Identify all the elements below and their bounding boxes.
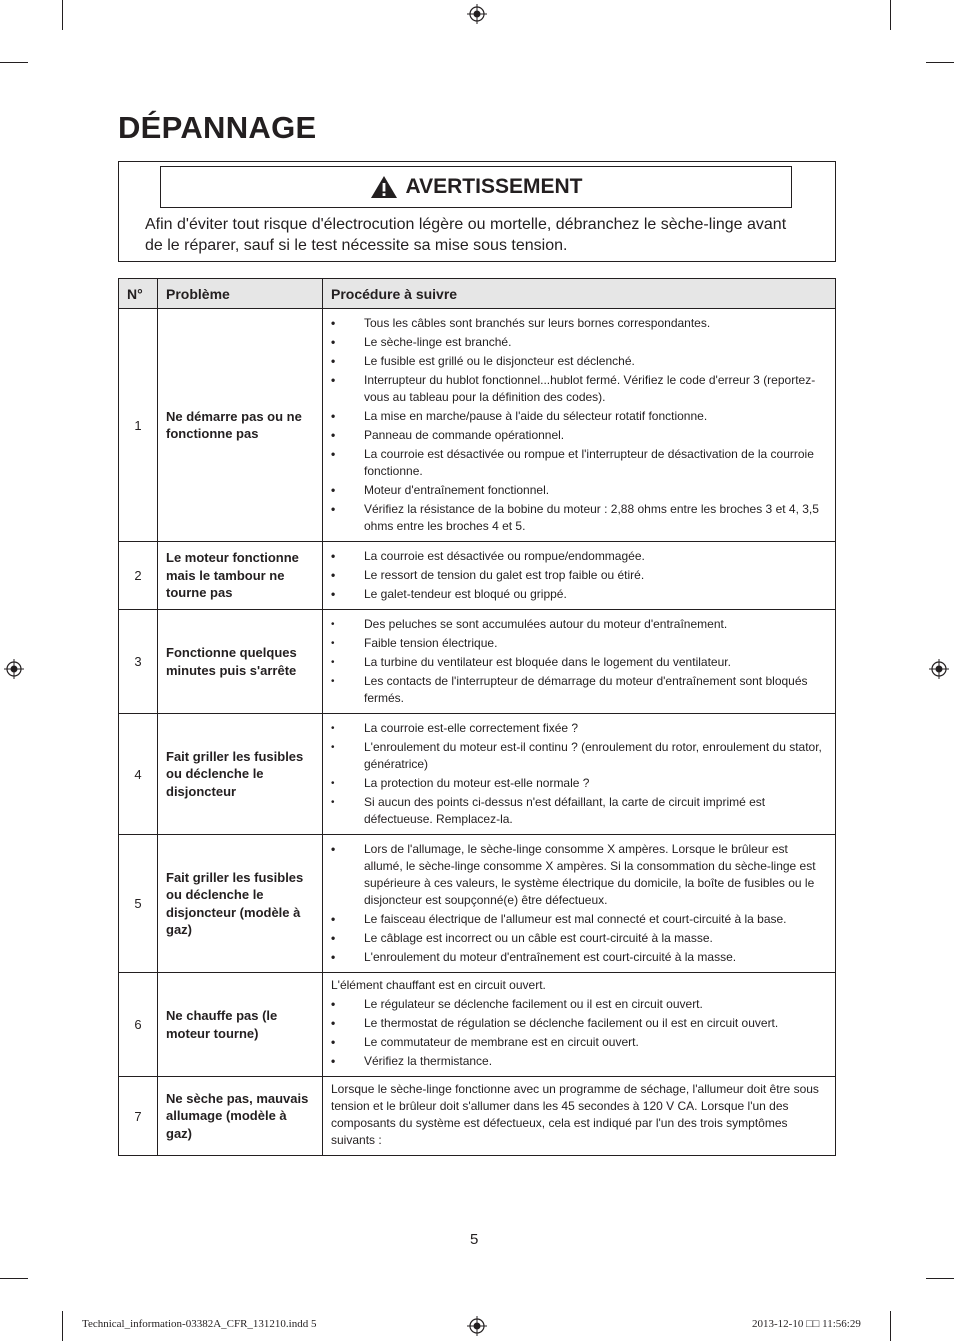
list-item — [331, 315, 829, 332]
page-number: 5 — [470, 1231, 479, 1248]
list-item-text: L'enroulement du moteur d'entraînement est court-circuité à la masse. — [364, 950, 737, 964]
row-problem: Fonctionne quelques minutes puis s'arrête — [158, 610, 323, 714]
list-item — [331, 1015, 829, 1032]
row-number: 1 — [119, 309, 158, 542]
bullet-icon: • — [331, 676, 335, 687]
list-item-text: La courroie est désactivée ou rompue et l'interrupteur de désactivation de la courroie fonctionne. — [364, 447, 814, 478]
list-item — [331, 372, 829, 406]
bullet-icon: • — [331, 638, 335, 649]
bullet-icon: • — [331, 568, 336, 582]
list-item-text: Le câblage est incorrect ou un câble est court-circuité à la masse. — [364, 931, 713, 945]
list-item — [331, 654, 829, 671]
row-problem: Ne démarre pas ou ne fonctionne pas — [158, 309, 323, 542]
crop-mark — [0, 1278, 28, 1279]
table-row — [119, 1077, 836, 1156]
list-item-text: La turbine du ventilateur est bloquée dans le logement du ventilateur. — [364, 655, 731, 669]
list-item — [331, 794, 829, 828]
troubleshooting-table — [118, 278, 836, 1156]
procedure-list — [331, 720, 829, 828]
procedure-intro: L'élément chauffant est en circuit ouvert. — [331, 978, 546, 992]
list-item-text: Le régulateur se déclenche facilement ou il est en circuit ouvert. — [364, 997, 703, 1011]
bullet-icon: • — [331, 483, 336, 497]
list-item-text: Panneau de commande opérationnel. — [364, 428, 565, 442]
warning-text: Afin d'éviter tout risque d'électrocution légère ou mortelle, débranchez le sèche-linge avant de le réparer, sauf si le test nécessite sa mise sous tension. — [145, 216, 787, 254]
list-item-text: Des peluches se sont accumulées autour du moteur d'entraînement. — [364, 617, 728, 631]
row-problem: Le moteur fonctionne mais le tambour ne tourne pas — [158, 542, 323, 610]
list-item-text: Tous les câbles sont branchés sur leurs bornes correspondantes. — [364, 316, 711, 330]
row-procedure — [323, 714, 836, 835]
list-item — [331, 482, 829, 499]
list-item-text: La mise en marche/pause à l'aide du sélecteur rotatif fonctionne. — [364, 409, 708, 423]
list-item-text: Le commutateur de membrane est en circuit ouvert. — [364, 1035, 639, 1049]
list-item — [331, 567, 829, 584]
registration-mark-icon — [467, 1316, 487, 1336]
row-procedure — [323, 835, 836, 973]
list-item — [331, 775, 829, 792]
list-item-text: La protection du moteur est-elle normale ? — [364, 776, 590, 790]
bullet-icon: • — [331, 797, 335, 808]
list-item — [331, 949, 829, 966]
bullet-icon: • — [331, 997, 336, 1011]
list-item — [331, 427, 829, 444]
list-item — [331, 501, 829, 535]
procedure-list — [331, 315, 829, 535]
procedure-intro: Lorsque le sèche-linge fonctionne avec un programme de séchage, l'allumeur doit être sous tension et le brûleur doit s'allumer dans les 45 secondes à 120 V CA. Lorsque l'un des composants du système est défectueux, cela est indiqué par l'un des trois symptômes suivants : — [331, 1082, 819, 1147]
list-item — [331, 1053, 829, 1070]
list-item — [331, 911, 829, 928]
procedure-list — [331, 616, 829, 707]
list-item — [331, 841, 829, 909]
row-number: 2 — [119, 542, 158, 610]
bullet-icon: • — [331, 373, 336, 387]
row-procedure — [323, 973, 836, 1077]
list-item-text: Le thermostat de régulation se déclenche facilement ou il est en circuit ouvert. — [364, 1016, 779, 1030]
crop-mark — [890, 0, 891, 30]
row-problem: Fait griller les fusibles ou déclenche le disjoncteur — [158, 714, 323, 835]
bullet-icon: • — [331, 619, 335, 630]
table-row — [119, 610, 836, 714]
row-problem: Fait griller les fusibles ou déclenche le disjoncteur (modèle à gaz) — [158, 835, 323, 973]
row-procedure — [323, 542, 836, 610]
registration-mark-icon — [4, 659, 24, 679]
bullet-icon: • — [331, 778, 335, 789]
bullet-icon: • — [331, 587, 336, 601]
procedure-list — [331, 841, 829, 966]
row-procedure — [323, 610, 836, 714]
list-item-text: Interrupteur du hublot fonctionnel...hublot fermé. Vérifiez le code d'erreur 3 (reportez-vous au tableau pour la définition des codes). — [364, 373, 816, 404]
bullet-icon: • — [331, 316, 336, 330]
list-item — [331, 408, 829, 425]
row-number: 7 — [119, 1077, 158, 1156]
bullet-icon: • — [331, 1054, 336, 1068]
bullet-icon: • — [331, 409, 336, 423]
crop-mark — [926, 62, 954, 63]
table-row — [119, 973, 836, 1077]
list-item-text: Lors de l'allumage, le sèche-linge consomme X ampères. Lorsque le brûleur est allumé, le sèche-linge consomme X ampères. Si la consommation du sèche-linge est supérieure à ces valeurs, le système électrique du domicile, la boîte de fusibles ou le disjoncteur est soupçonné(e) être défectueux. — [364, 842, 816, 907]
list-item-text: Le galet-tendeur est bloqué ou grippé. — [364, 587, 567, 601]
bullet-icon: • — [331, 931, 336, 945]
row-number: 5 — [119, 835, 158, 973]
row-problem: Ne chauffe pas (le moteur tourne) — [158, 973, 323, 1077]
list-item-text: Le sèche-linge est branché. — [364, 335, 512, 349]
list-item — [331, 739, 829, 773]
list-item — [331, 1034, 829, 1051]
list-item — [331, 635, 829, 652]
list-item — [331, 446, 829, 480]
bullet-icon: • — [331, 447, 336, 461]
list-item — [331, 586, 829, 603]
row-number: 6 — [119, 973, 158, 1077]
table-header-row — [119, 279, 836, 309]
table-row — [119, 714, 836, 835]
crop-mark — [0, 62, 28, 63]
page-title: DÉPANNAGE — [118, 110, 317, 145]
bullet-icon: • — [331, 723, 335, 734]
bullet-icon: • — [331, 1035, 336, 1049]
bullet-icon: • — [331, 502, 336, 516]
list-item-text: Faible tension électrique. — [364, 636, 498, 650]
list-item-text: L'enroulement du moteur est-il continu ? (enroulement du rotor, enroulement du stator, génératrice) — [364, 740, 822, 771]
warning-heading: AVERTISSEMENT — [405, 175, 583, 198]
footer-file-name: Technical_information-03382A_CFR_131210.indd 5 — [82, 1318, 317, 1330]
bullet-icon: • — [331, 549, 336, 563]
list-item-text: La courroie est-elle correctement fixée ? — [364, 721, 579, 735]
bullet-icon: • — [331, 657, 335, 668]
row-number: 3 — [119, 610, 158, 714]
bullet-icon: • — [331, 742, 335, 753]
list-item-text: Moteur d'entraînement fonctionnel. — [364, 483, 550, 497]
list-item — [331, 930, 829, 947]
registration-mark-icon — [929, 659, 949, 679]
list-item-text: La courroie est désactivée ou rompue/endommagée. — [364, 549, 645, 563]
table-row — [119, 309, 836, 542]
bullet-icon: • — [331, 354, 336, 368]
bullet-icon: • — [331, 950, 336, 964]
bullet-icon: • — [331, 1016, 336, 1030]
footer-datetime: 2013-12-10 □□ 11:56:29 — [752, 1318, 861, 1330]
list-item — [331, 353, 829, 370]
list-item-text: Si aucun des points ci-dessus n'est défaillant, la carte de circuit imprimé est défectueuse. Remplacez-la. — [364, 795, 766, 826]
bullet-icon: • — [331, 912, 336, 926]
crop-mark — [926, 1278, 954, 1279]
crop-mark — [62, 1311, 63, 1341]
list-item-text: Vérifiez la thermistance. — [364, 1054, 493, 1068]
list-item-text: Le ressort de tension du galet est trop faible ou étiré. — [364, 568, 645, 582]
row-number: 4 — [119, 714, 158, 835]
header-problem: Problème — [158, 279, 323, 309]
table-row — [119, 835, 836, 973]
list-item-text: Les contacts de l'interrupteur de démarrage du moteur d'entraînement sont bloqués fermés. — [364, 674, 808, 705]
list-item-text: Vérifiez la résistance de la bobine du moteur : 2,88 ohms entre les broches 3 et 4, 3,5 ohms entre les broches 4 et 5. — [364, 502, 819, 533]
bullet-icon: • — [331, 428, 336, 442]
row-problem: Ne sèche pas, mauvais allumage (modèle à gaz) — [158, 1077, 323, 1156]
list-item — [331, 673, 829, 707]
crop-mark — [890, 1311, 891, 1341]
warning-header — [160, 166, 792, 208]
row-procedure — [323, 309, 836, 542]
header-procedure: Procédure à suivre — [323, 279, 836, 309]
header-num: N° — [119, 279, 158, 309]
warning-triangle-icon — [370, 175, 398, 199]
row-procedure — [323, 1077, 836, 1156]
list-item — [331, 616, 829, 633]
crop-mark — [62, 0, 63, 30]
registration-mark-icon — [467, 4, 487, 24]
warning-box — [118, 161, 836, 262]
procedure-list — [331, 996, 829, 1070]
list-item-text: Le fusible est grillé ou le disjoncteur est déclenché. — [364, 354, 635, 368]
list-item — [331, 548, 829, 565]
list-item — [331, 996, 829, 1013]
bullet-icon: • — [331, 842, 336, 856]
list-item — [331, 720, 829, 737]
table-row — [119, 542, 836, 610]
bullet-icon: • — [331, 335, 336, 349]
list-item-text: Le faisceau électrique de l'allumeur est mal connecté et court-circuité à la base. — [364, 912, 787, 926]
list-item — [331, 334, 829, 351]
procedure-list — [331, 548, 829, 603]
